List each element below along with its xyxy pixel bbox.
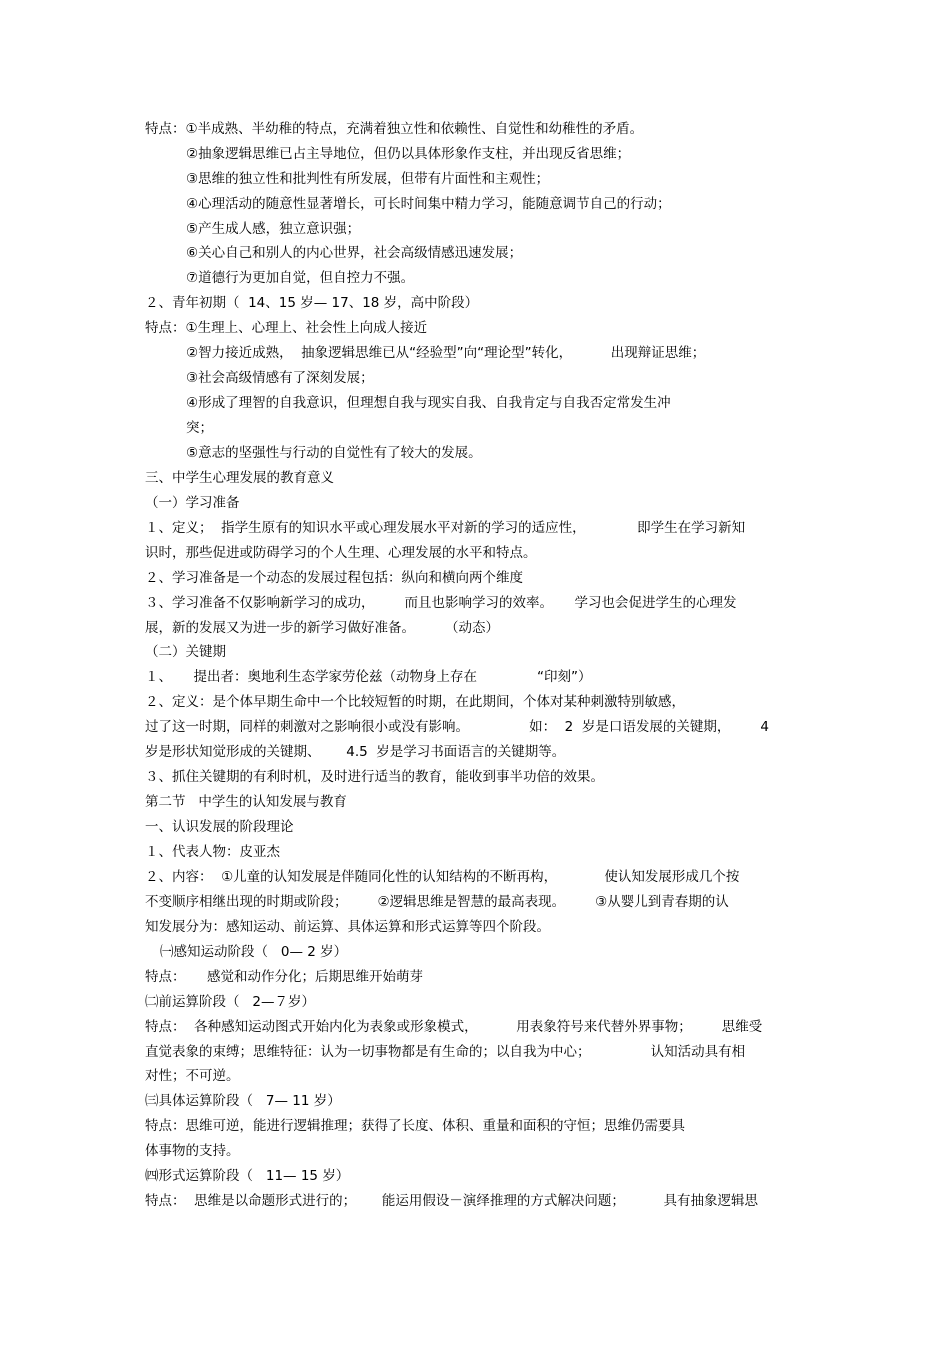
text-line: ③思维的独立性和批判性有所发展，但带有片面性和主观性； — [186, 171, 550, 187]
subsection-heading: ㈣形式运算阶段（ 11— 15 岁） — [145, 1168, 350, 1184]
text-line: 特点： 感觉和动作分化；后期思维开始萌芽 — [145, 969, 423, 985]
text-line: ３、抓住关键期的有利时机，及时进行适当的教育，能收到事半功倍的效果。 — [145, 769, 604, 785]
text-line: 不变顺序相继出现的时期或阶段； ②逻辑思维是智慧的最高表现。 ③从婴儿到青春期的认 — [145, 894, 729, 910]
text-line: １、定义； 指学生原有的知识水平或心理发展水平对新的学习的适应性， 即学生在学习新知 — [145, 520, 746, 536]
section-heading: 三、中学生心理发展的教育意义 — [145, 470, 334, 486]
section-heading: ２、青年初期（ 14、15 岁— 17、18 岁，高中阶段） — [145, 295, 479, 311]
text-line: 特点： 各种感知运动图式开始内化为表象或形象模式， 用表象符号来代替外界事物； 思维受 — [145, 1019, 763, 1035]
text-line: 直觉表象的束缚；思维特征：认为一切事物都是有生命的；以自我为中心； 认知活动具有相 — [145, 1044, 746, 1060]
text-line: ②抽象逻辑思维已占主导地位，但仍以具体形象作支柱，并出现反省思维； — [186, 146, 631, 162]
text-line: 特点：①生理上、心理上、社会性上向成人接近 — [145, 320, 428, 336]
text-line: 知发展分为：感知运动、前运算、具体运算和形式运算等四个阶段。 — [145, 919, 550, 935]
section-heading: 第二节 中学生的认知发展与教育 — [145, 794, 347, 810]
subsection-heading: ㈠感知运动阶段（ 0— 2 岁） — [160, 944, 348, 960]
text-line: 对性；不可逆。 — [145, 1068, 240, 1084]
text-line: ②智力接近成熟， 抽象逻辑思维已从“经验型”向“理论型”转化， 出现辩证思维； — [186, 345, 706, 361]
subsection-heading: ㈢具体运算阶段（ 7— 11 岁） — [145, 1093, 341, 1109]
subsection-heading: （二）关键期 — [145, 644, 226, 660]
text-line: ２、学习准备是一个动态的发展过程包括：纵向和横向两个维度 — [145, 570, 523, 586]
text-line: 识时，那些促进或防碍学习的个人生理、心理发展的水平和特点。 — [145, 545, 537, 561]
text-line: ⑦道德行为更加自觉，但自控力不强。 — [186, 270, 415, 286]
section-heading: 一、认识发展的阶段理论 — [145, 819, 294, 835]
text-line: 体事物的支持。 — [145, 1143, 240, 1159]
text-line: ２、定义：是个体早期生命中一个比较短暂的时期，在此期间，个体对某种刺激特别敏感， — [145, 694, 685, 710]
text-line: ⑥关心自己和别人的内心世界，社会高级情感迅速发展； — [186, 245, 523, 261]
text-line: 展，新的发展又为进一步的新学习做好准备。 （动态） — [145, 620, 500, 636]
text-line: 突； — [186, 420, 213, 436]
text-line: ④形成了理智的自我意识，但理想自我与现实自我、自我肯定与自我否定常发生冲 — [186, 395, 671, 411]
text-line: ３、学习准备不仅影响新学习的成功， 而且也影响学习的效率。 学习也会促进学生的心理发 — [145, 595, 737, 611]
text-line: ⑤产生成人感，独立意识强； — [186, 221, 361, 237]
text-line: ④心理活动的随意性显著增长，可长时间集中精力学习，能随意调节自己的行动； — [186, 196, 671, 212]
text-line: 特点：思维可逆，能进行逻辑推理；获得了长度、体积、重量和面积的守恒；思维仍需要具 — [145, 1118, 685, 1134]
text-line: ⑤意志的坚强性与行动的自觉性有了较大的发展。 — [186, 445, 482, 461]
text-line: １、代表人物：皮亚杰 — [145, 844, 280, 860]
text-line: 岁是形状知觉形成的关键期、 4.5 岁是学习书面语言的关键期等。 — [145, 744, 566, 760]
subsection-heading: ㈡前运算阶段（ 2—７岁） — [145, 994, 315, 1010]
text-line: ２、内容： ①儿童的认知发展是伴随同化性的认知结构的不断再构， 使认知发展形成几个按 — [145, 869, 740, 885]
text-line: 特点： 思维是以命题形式进行的； 能运用假设－演绎推理的方式解决问题； 具有抽象逻辑思 — [145, 1193, 758, 1209]
text-line: １、 提出者：奥地利生态学家劳伦兹（动物身上存在 “印刻”） — [145, 669, 592, 685]
text-line: 过了这一时期，同样的刺激对之影响很小或没有影响。 如： 2 岁是口语发展的关键期， 4 — [145, 719, 769, 735]
text-line: ③社会高级情感有了深刻发展； — [186, 370, 374, 386]
subsection-heading: （一）学习准备 — [145, 495, 240, 511]
text-line: 特点：①半成熟、半幼稚的特点，充满着独立性和依赖性、自觉性和幼稚性的矛盾。 — [145, 121, 644, 137]
